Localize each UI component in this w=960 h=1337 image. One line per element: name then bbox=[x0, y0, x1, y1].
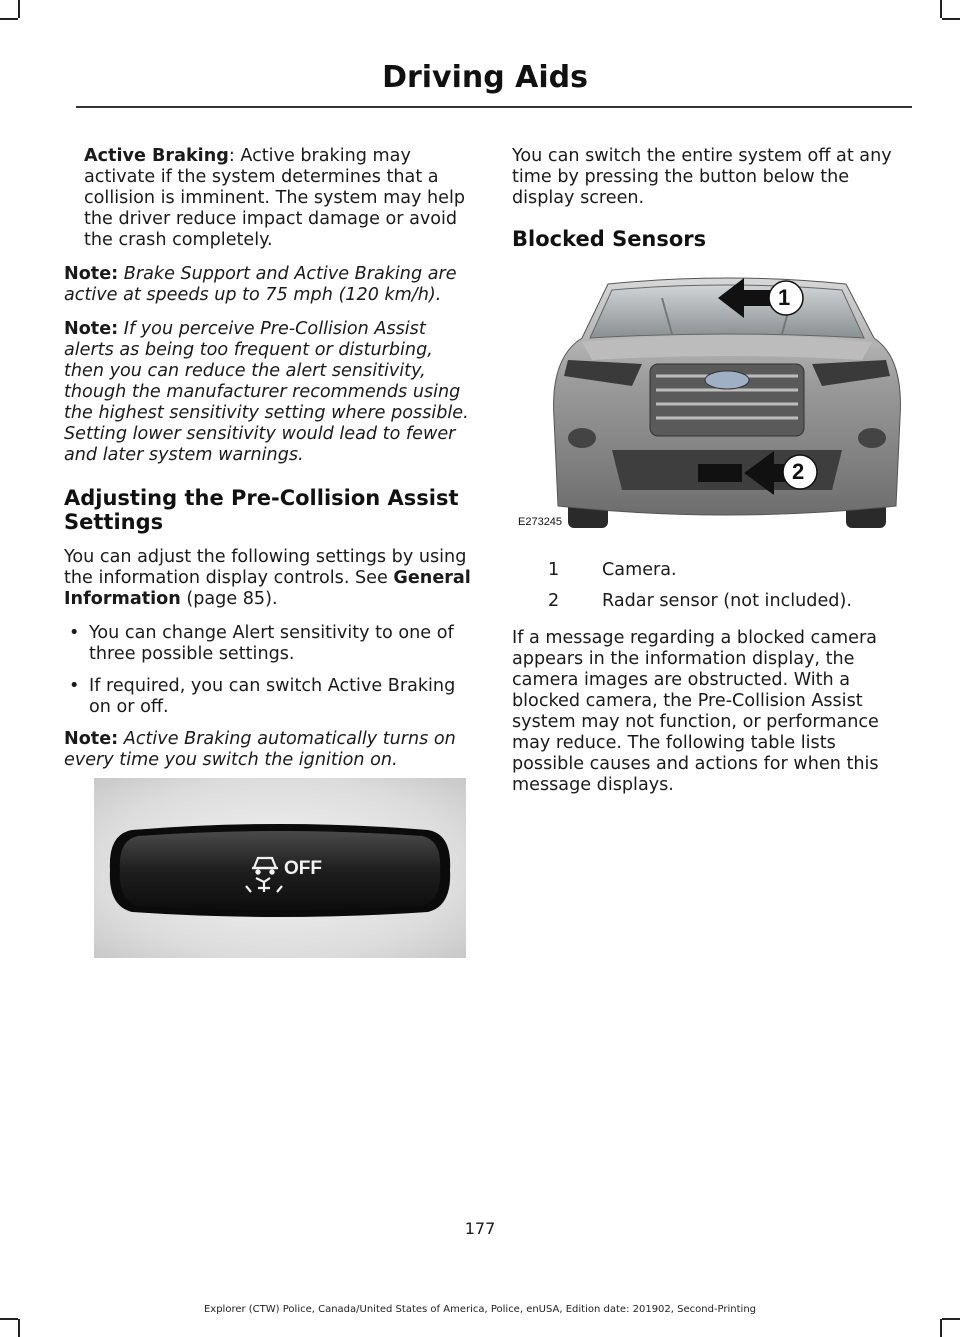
note-label: Note: bbox=[64, 319, 119, 339]
pre-collision-off-button-figure bbox=[94, 778, 466, 958]
adjust-text: You can adjust the following settings by using the information display controls. See bbox=[64, 547, 467, 588]
right-column bbox=[512, 146, 912, 264]
page-reference: (page 85). bbox=[180, 589, 278, 609]
off-button-illustration bbox=[94, 778, 466, 958]
note-label: Note: bbox=[64, 264, 119, 284]
list-item bbox=[64, 623, 474, 665]
adjust-paragraph bbox=[64, 547, 474, 610]
note-sensitivity bbox=[64, 319, 474, 466]
crop-mark-top-right-h bbox=[942, 18, 960, 20]
edition-footer: Explorer (CTW) Police, Canada/United States of America, Police, enUSA, Edition date: 201902, Second-Printing bbox=[203, 1304, 757, 1315]
crop-mark-bottom-right-h bbox=[942, 1318, 960, 1320]
legend-text: Camera. bbox=[602, 560, 677, 580]
active-braking-term: Active Braking bbox=[84, 146, 229, 166]
legend-number: 2 bbox=[548, 591, 560, 611]
legend-number: 1 bbox=[548, 560, 560, 580]
note-speed bbox=[64, 264, 474, 306]
callout-1: 1 bbox=[778, 285, 791, 310]
vehicle-sensor-figure bbox=[512, 268, 912, 534]
left-column bbox=[64, 146, 474, 784]
general-information-link[interactable]: General Information bbox=[64, 568, 471, 609]
active-braking-paragraph bbox=[64, 146, 474, 251]
legend-item bbox=[512, 591, 912, 612]
figure-code: E273245 bbox=[518, 516, 563, 528]
note-ignition bbox=[64, 729, 474, 771]
switch-off-paragraph: You can switch the entire system off at any time by pressing the button below the display screen. bbox=[512, 146, 892, 208]
right-column-lower bbox=[512, 540, 912, 809]
section-heading-adjusting: Adjusting the Pre-Collision Assist Settings bbox=[64, 486, 459, 534]
header-divider bbox=[76, 106, 912, 108]
callout-2: 2 bbox=[792, 459, 805, 484]
legend-item bbox=[512, 560, 912, 581]
section-heading-blocked-sensors: Blocked Sensors bbox=[512, 227, 707, 251]
list-item bbox=[64, 676, 474, 718]
crop-mark-top-right-v bbox=[940, 0, 942, 18]
off-label: OFF bbox=[284, 858, 322, 879]
vehicle-front-illustration bbox=[512, 268, 912, 534]
crop-mark-bottom-left-h bbox=[0, 1318, 18, 1320]
note-text: Active Braking automatically turns on every time you switch the ignition on. bbox=[64, 729, 456, 770]
crop-mark-top-left-v bbox=[18, 0, 20, 18]
page-title: Driving Aids bbox=[382, 60, 588, 95]
legend-text: Radar sensor (not included). bbox=[602, 591, 852, 611]
list-item-text: You can change Alert sensitivity to one of three possible settings. bbox=[89, 623, 454, 664]
bullet-marker: • bbox=[69, 623, 80, 643]
crop-mark-bottom-right-v bbox=[940, 1319, 942, 1337]
note-text: If you perceive Pre-Collision Assist alerts as being too frequent or disturbing, then you can reduce the alert sensitivity, though the manufacturer recommends using the highest sensitivity setting where possible. Setting lower sensitivity would lead to fewer and later system warnings. bbox=[64, 319, 469, 465]
crop-mark-bottom-left-v bbox=[18, 1319, 20, 1337]
active-braking-text: : Active braking may activate if the system determines that a collision is imminent. The system may help the driver reduce impact damage or avoid the crash completely. bbox=[84, 146, 466, 250]
page-number: 177 bbox=[464, 1219, 496, 1238]
bullet-marker: • bbox=[69, 676, 80, 696]
radar-sensor-block bbox=[698, 464, 742, 482]
note-text: Brake Support and Active Braking are active at speeds up to 75 mph (120 km/h). bbox=[64, 264, 457, 305]
note-label: Note: bbox=[64, 729, 119, 749]
crop-mark-top-left-h bbox=[0, 18, 18, 20]
blocked-camera-paragraph: If a message regarding a blocked camera appears in the information display, the camera images are obstructed. With a blocked camera, the Pre-Collision Assist system may not function, or performance may reduce. The following table lists possible causes and actions for when this message displays. bbox=[512, 628, 879, 795]
figure-legend bbox=[512, 560, 912, 612]
list-item-text: If required, you can switch Active Braking on or off. bbox=[89, 676, 456, 717]
